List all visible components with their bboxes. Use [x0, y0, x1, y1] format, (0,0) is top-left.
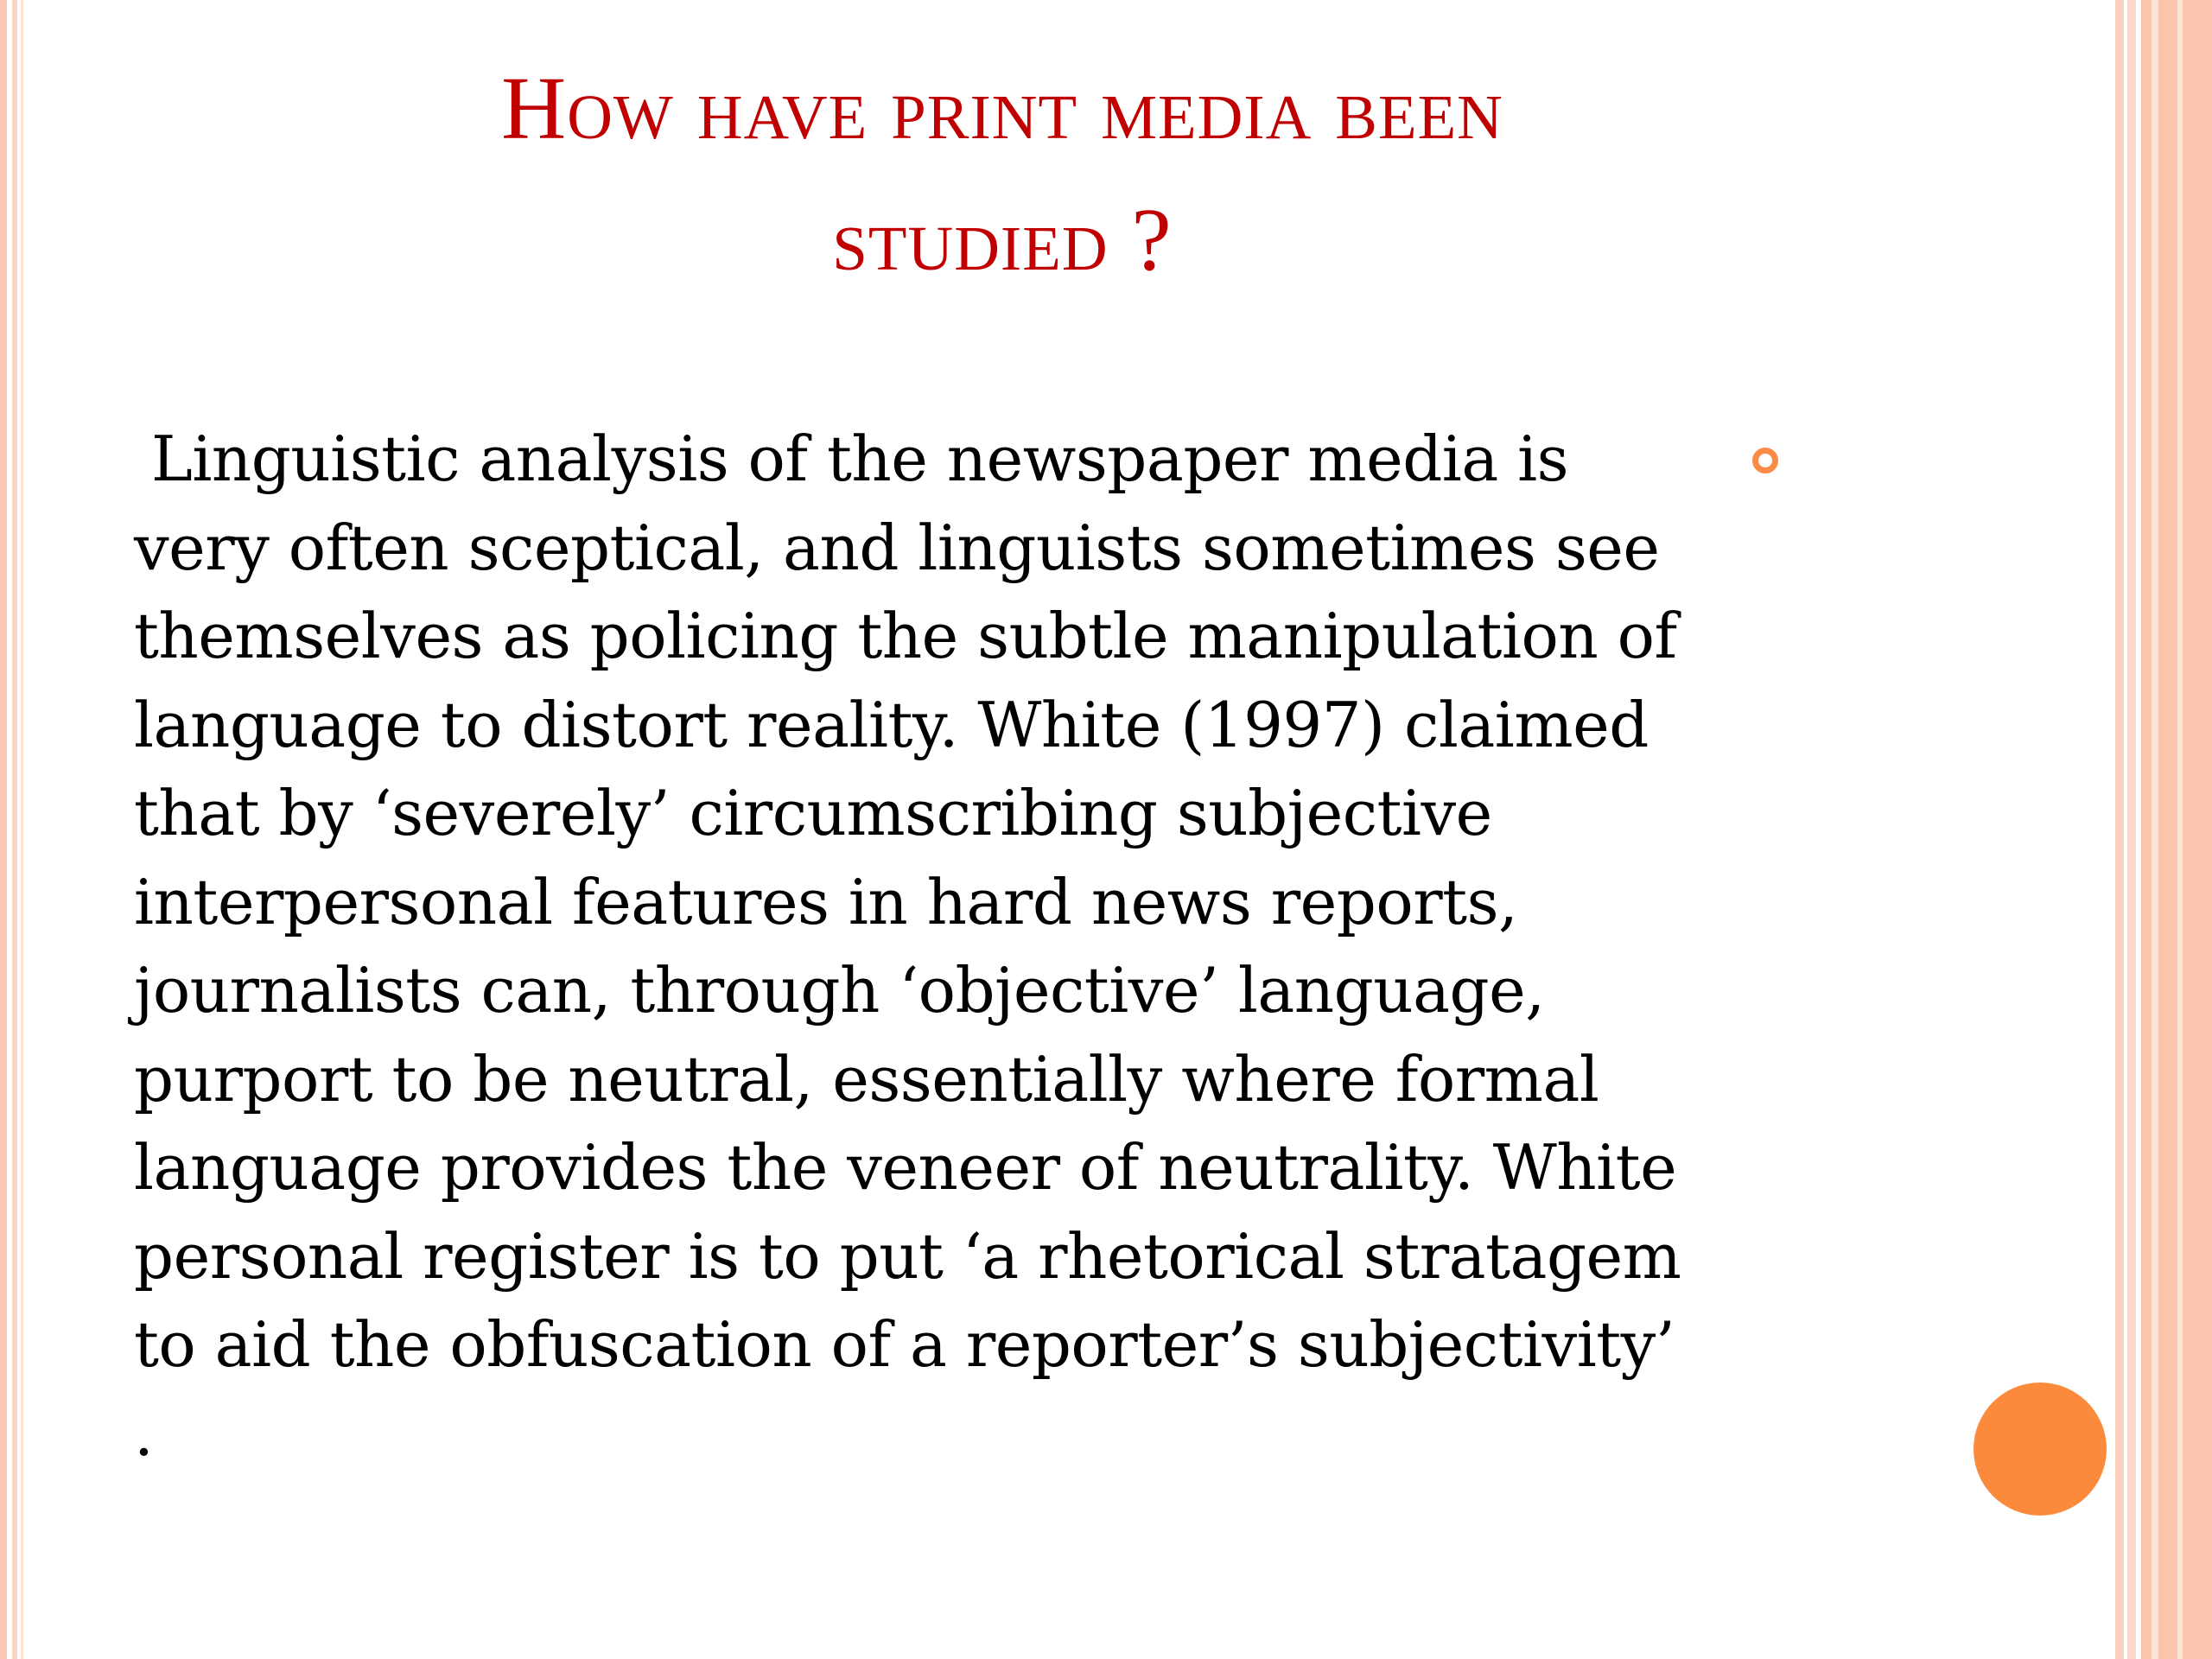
left-border-stripe — [12, 0, 17, 1659]
body-line: journalists can, through ‘objective’ language, — [134, 954, 1545, 1027]
right-border-stripe — [2177, 0, 2183, 1659]
body-line: . — [134, 1396, 154, 1470]
body-line: personal register is to put ‘a rhetorical stratagem — [134, 1219, 1681, 1293]
body-line: language to distort reality. White (1997) claimed — [134, 688, 1649, 761]
body-line: themselves as policing the subtle manipulation of — [134, 600, 1677, 672]
orange-circle-icon — [1974, 1382, 2107, 1516]
body-line: language provides the veneer of neutrality. White — [134, 1131, 1677, 1204]
slide-title-line: How have print media been — [501, 59, 1503, 158]
body-line: to aid the obfuscation of a reporter’s subjectivity’ — [134, 1308, 1675, 1381]
body-line: purport to be neutral, essentially where formal — [134, 1042, 1599, 1116]
body-line: interpersonal features in hard news reports, — [134, 865, 1518, 938]
right-border-stripe — [2127, 0, 2136, 1659]
body-line: that by ‘severely’ circumscribing subjective — [134, 777, 1492, 849]
slide-body-text — [134, 415, 1862, 1478]
right-border-stripe — [2115, 0, 2124, 1659]
right-border-stripe — [2152, 0, 2158, 1659]
slide-title — [121, 43, 1884, 306]
body-line: Linguistic analysis of the newspaper media is — [151, 423, 1569, 495]
left-border-stripe — [0, 0, 7, 1659]
left-border-stripe — [21, 0, 23, 1659]
body-line: very often sceptical, and linguists sometimes see — [134, 511, 1660, 584]
slide-title-line: studied ? — [832, 190, 1173, 289]
